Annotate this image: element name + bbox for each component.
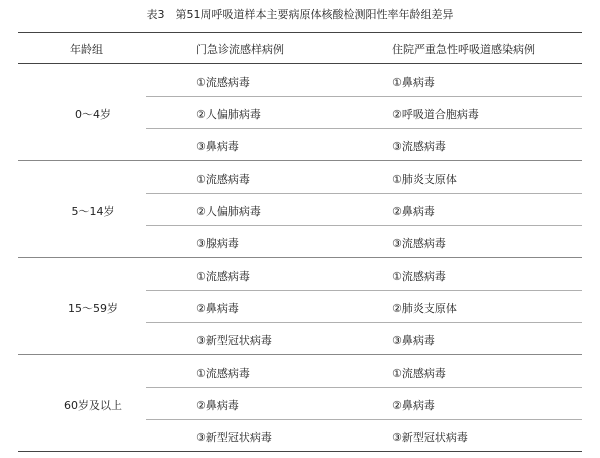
inpatient-cell: ①流感病毒 xyxy=(392,270,446,283)
inpatient-cell: ③流感病毒 xyxy=(392,237,446,250)
header-inpatient: 住院严重急性呼吸道感染病例 xyxy=(392,43,535,56)
outpatient-cell: ③鼻病毒 xyxy=(196,140,239,153)
header-age-group: 年龄组 xyxy=(70,43,103,56)
row-divider xyxy=(146,128,582,129)
outpatient-cell: ②人偏肺病毒 xyxy=(196,108,261,121)
outpatient-cell: ①流感病毒 xyxy=(196,270,250,283)
table-caption: 表3 第51周呼吸道样本主要病原体核酸检测阳性率年龄组差异 xyxy=(146,8,454,21)
inpatient-cell: ①肺炎支原体 xyxy=(392,173,457,186)
inpatient-cell: ②鼻病毒 xyxy=(392,205,435,218)
inpatient-cell: ③鼻病毒 xyxy=(392,334,435,347)
inpatient-cell: ③新型冠状病毒 xyxy=(392,431,468,444)
age-group-label: 15～59岁 xyxy=(68,301,118,315)
row-divider xyxy=(146,96,582,97)
row-divider xyxy=(146,225,582,226)
inpatient-cell: ②呼吸道合胞病毒 xyxy=(392,108,479,121)
age-group-block xyxy=(18,161,582,258)
outpatient-cell: ②鼻病毒 xyxy=(196,302,239,315)
outpatient-cell: ③腺病毒 xyxy=(196,237,239,250)
inpatient-cell: ①鼻病毒 xyxy=(392,76,435,89)
outpatient-cell: ②人偏肺病毒 xyxy=(196,205,261,218)
outpatient-cell: ③新型冠状病毒 xyxy=(196,431,272,444)
inpatient-cell: ②鼻病毒 xyxy=(392,399,435,412)
header-outpatient: 门急诊流感样病例 xyxy=(196,43,284,56)
age-group-block xyxy=(18,258,582,355)
row-divider xyxy=(146,322,582,323)
age-group-label: 60岁及以上 xyxy=(64,398,122,412)
table-header xyxy=(18,37,582,59)
top-rule xyxy=(18,32,582,33)
outpatient-cell: ③新型冠状病毒 xyxy=(196,334,272,347)
row-divider xyxy=(146,419,582,420)
age-group-label: 5～14岁 xyxy=(71,204,115,218)
age-group-block xyxy=(18,64,582,161)
row-divider xyxy=(146,387,582,388)
outpatient-cell: ①流感病毒 xyxy=(196,76,250,89)
outpatient-cell: ①流感病毒 xyxy=(196,367,250,380)
inpatient-cell: ③流感病毒 xyxy=(392,140,446,153)
inpatient-cell: ①流感病毒 xyxy=(392,367,446,380)
age-group-label: 0～4岁 xyxy=(75,107,111,121)
row-divider xyxy=(146,193,582,194)
age-group-block xyxy=(18,355,582,452)
outpatient-cell: ①流感病毒 xyxy=(196,173,250,186)
inpatient-cell: ②肺炎支原体 xyxy=(392,302,457,315)
outpatient-cell: ②鼻病毒 xyxy=(196,399,239,412)
group-divider xyxy=(18,451,582,452)
row-divider xyxy=(146,290,582,291)
